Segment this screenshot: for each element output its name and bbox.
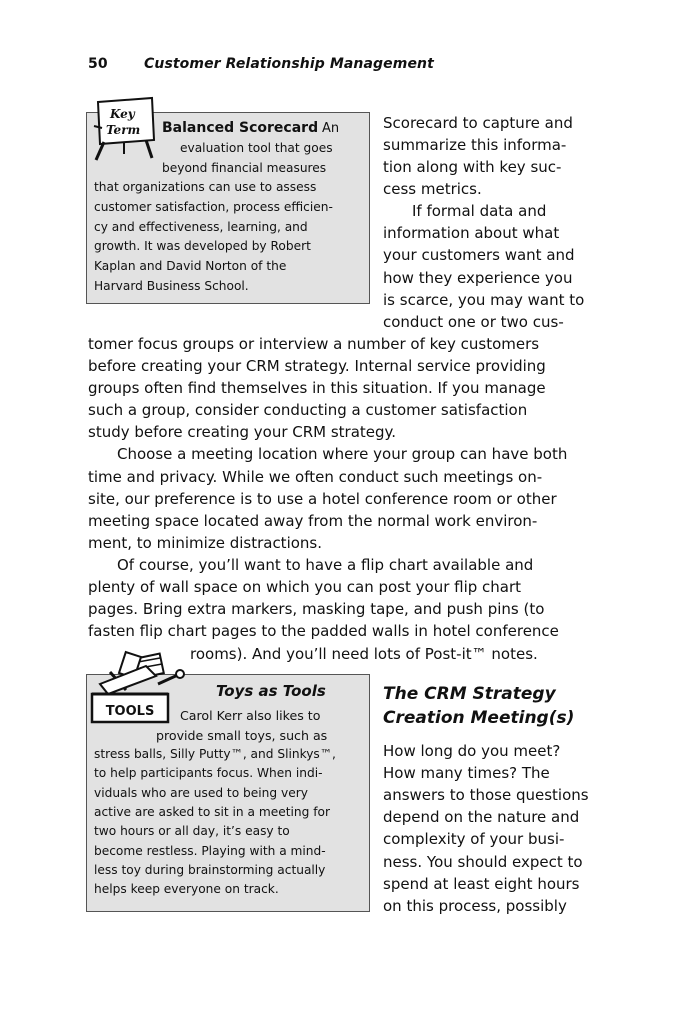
body-line: site, our preference is to use a hotel conference room or other [88, 490, 557, 508]
section-heading-line-2: Creation Meeting(s) [383, 708, 575, 728]
body-line: answers to those questions [383, 786, 589, 804]
section-heading-line-1: The CRM Strategy [383, 684, 556, 704]
body-line: information about what [383, 224, 560, 242]
body-line: If formal data and [412, 202, 547, 220]
body-line: plenty of wall space on which you can post your flip chart [88, 578, 522, 596]
key-term-easel-icon [88, 96, 160, 162]
body-line: meeting space located away from the normal work environ- [88, 512, 538, 530]
body-line: is scarce, you may want to [383, 291, 585, 309]
toolbox-icon-label: TOOLS [105, 704, 155, 719]
body-line: spend at least eight hours [383, 875, 580, 893]
key-term-line-1 [162, 119, 339, 139]
body-line: ment, to minimize distractions. [88, 534, 323, 552]
body-line: your customers want and [383, 246, 575, 264]
body-line: How many times? The [383, 764, 550, 782]
body-line: study before creating your CRM strategy. [88, 423, 397, 441]
body-line: groups often find themselves in this situation. If you manage [88, 379, 546, 397]
body-line: on this process, possibly [383, 897, 567, 915]
tools-box-text: Carol Kerr also likes to [180, 708, 321, 723]
running-head [88, 56, 434, 72]
tools-box-title: Toys as Tools [216, 682, 326, 700]
book-title: Customer Relationship Management [144, 56, 434, 72]
key-term-text: growth. It was developed by Robert [94, 239, 311, 253]
tools-box-text: provide small toys, such as [156, 728, 328, 743]
body-line: tion along with key suc- [383, 158, 562, 176]
body-line: Scorecard to capture and [383, 114, 573, 132]
key-term-text: evaluation tool that goes [180, 141, 333, 155]
tools-box-text: active are asked to sit in a meeting for [94, 805, 331, 819]
tools-box-text: helps keep everyone on track. [94, 882, 279, 896]
key-term-text: Harvard Business School. [94, 279, 249, 293]
body-line: rooms). And you’ll need lots of Post-it™ notes. [190, 645, 538, 663]
tools-box-text: two hours or all day, it’s easy to [94, 824, 290, 838]
body-line: complexity of your busi- [383, 830, 565, 848]
body-line: Choose a meeting location where your group can have both [117, 445, 568, 463]
body-line: how they experience you [383, 269, 573, 287]
svg-text:Term: Term [106, 123, 141, 137]
tools-box-text: less toy during brainstorming actually [94, 863, 326, 877]
body-line: pages. Bring extra markers, masking tape, and push pins (to [88, 600, 545, 618]
svg-text:Key: Key [110, 107, 135, 121]
body-line: summarize this informa- [383, 136, 567, 154]
body-line: tomer focus groups or interview a number of key customers [88, 335, 540, 353]
body-line: Of course, you’ll want to have a flip chart available and [117, 556, 534, 574]
tools-box-text: to help participants focus. When indi- [94, 766, 323, 780]
body-line: time and privacy. While we often conduct such meetings on- [88, 468, 543, 486]
key-term-text: that organizations can use to assess [94, 180, 317, 194]
toolbox-icon [86, 650, 190, 728]
tools-box-text: become restless. Playing with a mind- [94, 844, 326, 858]
tools-box-text: stress balls, Silly Putty™, and Slinkys™, [94, 747, 336, 761]
tools-box-text: viduals who are used to being very [94, 786, 308, 800]
body-line: before creating your CRM strategy. Internal service providing [88, 357, 546, 375]
key-term-text: beyond financial measures [162, 161, 327, 175]
key-term-text: cy and effectiveness, learning, and [94, 220, 308, 234]
body-line: ness. You should expect to [383, 853, 583, 871]
key-term-text: customer satisfaction, process efficien- [94, 200, 333, 214]
key-term-text: An [321, 121, 340, 136]
body-line: cess metrics. [383, 180, 482, 198]
body-line: How long do you meet? [383, 742, 561, 760]
key-term-text: Kaplan and David Norton of the [94, 259, 287, 273]
body-line: such a group, consider conducting a customer satisfaction [88, 401, 528, 419]
key-term-title: Balanced Scorecard [162, 120, 319, 136]
body-line: depend on the nature and [383, 808, 580, 826]
page-number: 50 [88, 56, 108, 72]
body-line: conduct one or two cus- [383, 313, 564, 331]
body-line: fasten flip chart pages to the padded walls in hotel conference [88, 622, 559, 640]
